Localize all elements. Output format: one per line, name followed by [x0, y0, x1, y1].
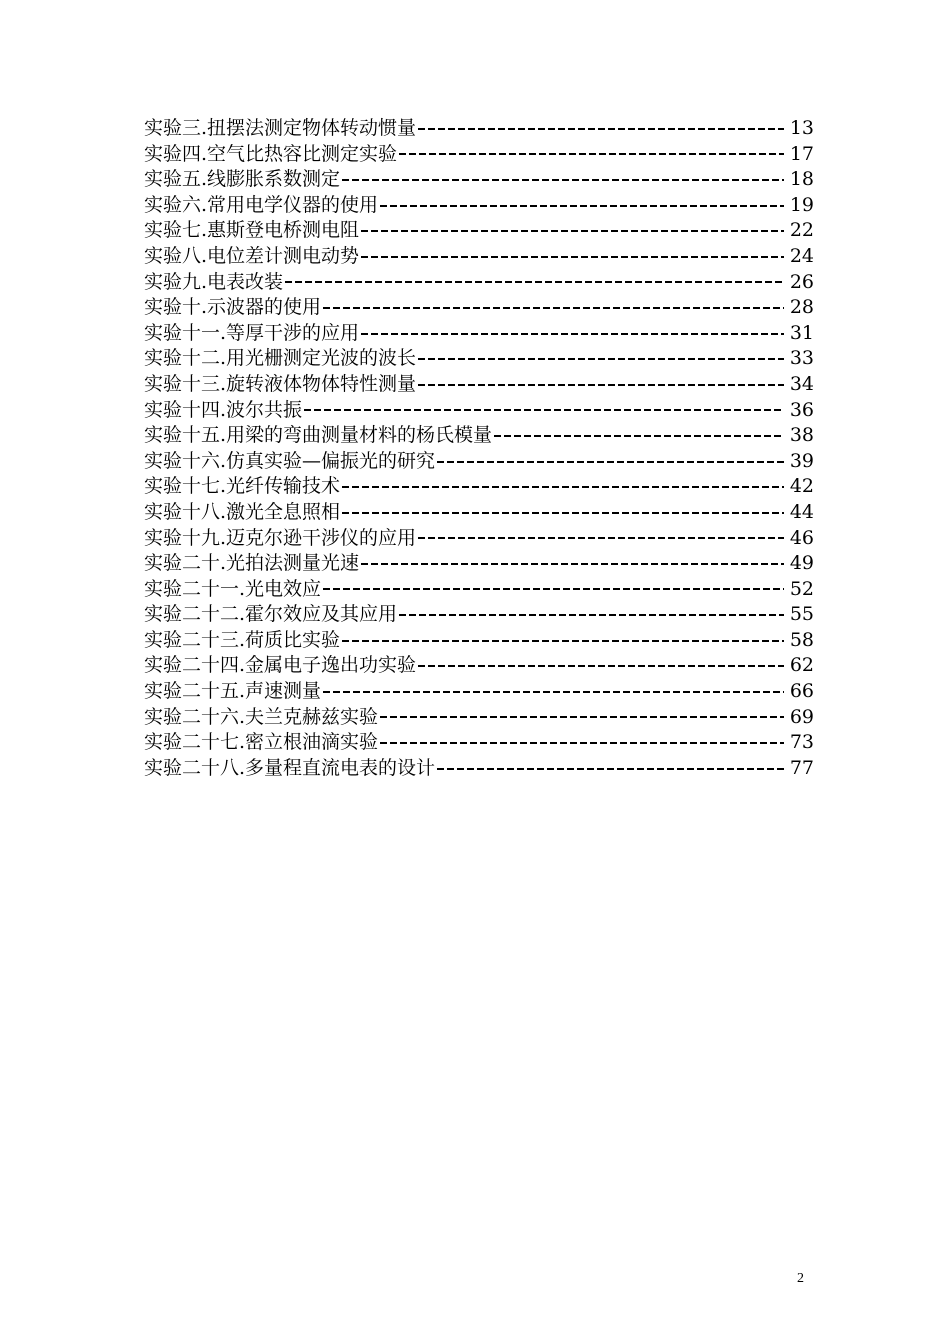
toc-entry [144, 218, 814, 244]
toc-entry-page: 42 [789, 475, 814, 498]
toc-entry [144, 526, 814, 552]
dot-leader [323, 691, 784, 693]
toc-entry-title: 实验二十五.声速测量 [144, 680, 322, 703]
toc-entry-title: 实验十八.激光全息照相 [144, 500, 341, 523]
page-number: 2 [797, 1271, 804, 1286]
toc-entry-page: 13 [789, 117, 814, 139]
dot-leader [361, 230, 784, 232]
toc-entry-title: 实验十四.波尔共振 [144, 398, 303, 421]
dot-leader [342, 512, 784, 514]
toc-entry [144, 500, 814, 526]
toc-entry [144, 423, 814, 449]
dot-leader [380, 716, 784, 718]
dot-leader [494, 435, 784, 437]
toc-entry [144, 679, 814, 705]
toc-entry-page: 19 [789, 193, 814, 216]
dot-leader [399, 614, 784, 616]
dot-leader [437, 768, 784, 770]
toc-entry-page: 49 [789, 552, 814, 575]
dot-leader [342, 486, 784, 488]
toc-entry-title: 实验二十二.霍尔效应及其应用 [144, 603, 398, 626]
toc-entry-page: 34 [789, 372, 814, 395]
toc-entry-title: 实验二十三.荷质比实验 [144, 628, 341, 651]
toc-entry-title: 实验十六.仿真实验—偏振光的研究 [144, 449, 436, 472]
toc-entry-page: 73 [789, 731, 814, 754]
toc-entry-title: 实验十.示波器的使用 [144, 296, 322, 319]
dot-leader [437, 461, 784, 463]
toc-entry [144, 551, 814, 577]
toc-entry-title: 实验九.电表改装 [144, 270, 284, 293]
toc-entry [144, 705, 814, 731]
toc-entry [144, 602, 814, 628]
dot-leader [418, 384, 784, 386]
toc-entry-page: 26 [789, 270, 814, 293]
toc-entry-title: 实验四.空气比热容比测定实验 [144, 142, 398, 165]
dot-leader [418, 128, 784, 130]
toc-entry-page: 62 [789, 654, 814, 677]
toc-entry-page: 52 [789, 577, 814, 600]
toc-entry-page: 69 [789, 705, 814, 728]
dot-leader [418, 665, 784, 667]
toc-entry-title: 实验十五.用梁的弯曲测量材料的杨氏模量 [144, 424, 493, 447]
toc-entry-page: 17 [789, 142, 814, 165]
toc-entry [144, 270, 814, 296]
toc-entry-page: 36 [789, 398, 814, 421]
toc-entry-page: 66 [789, 680, 814, 703]
dot-leader [342, 179, 784, 181]
toc-entry-title: 实验二十六.夫兰克赫兹实验 [144, 705, 379, 728]
dot-leader [380, 205, 784, 207]
toc-entry-title: 实验十七.光纤传输技术 [144, 475, 341, 498]
dot-leader [380, 742, 784, 744]
toc-entry-title: 实验二十四.金属电子逸出功实验 [144, 654, 417, 677]
toc-entry-page: 38 [789, 424, 814, 447]
toc-entry-title: 实验十二.用光栅测定光波的波长 [144, 347, 417, 370]
toc-entry [144, 730, 814, 756]
dot-leader [323, 307, 784, 309]
dot-leader [361, 333, 784, 335]
toc-entry-title: 实验三.扭摆法测定物体转动惯量 [144, 117, 417, 139]
dot-leader [361, 563, 784, 565]
toc-entry-page: 22 [789, 219, 814, 242]
toc-entry [144, 321, 814, 347]
toc-entry [144, 193, 814, 219]
toc-entry [144, 244, 814, 270]
toc-entry-title: 实验二十.光拍法测量光速 [144, 552, 360, 575]
toc-entry-page: 39 [789, 449, 814, 472]
dot-leader [399, 153, 784, 155]
toc-entry-page: 55 [789, 603, 814, 626]
toc-entry-title: 实验五.线膨胀系数测定 [144, 168, 341, 191]
toc-entry-title: 实验二十七.密立根油滴实验 [144, 731, 379, 754]
toc-entry [144, 372, 814, 398]
toc-entry-title: 实验七.惠斯登电桥测电阻 [144, 219, 360, 242]
toc-entry [144, 142, 814, 168]
dot-leader [418, 358, 784, 360]
dot-leader [304, 409, 784, 411]
toc-entry [144, 577, 814, 603]
toc-entry-page: 46 [789, 526, 814, 549]
dot-leader [285, 281, 784, 283]
toc-entry-title: 实验十三.旋转液体物体特性测量 [144, 372, 417, 395]
toc-entry [144, 449, 814, 475]
toc-entry-page: 31 [789, 321, 814, 344]
toc-entry-title: 实验八.电位差计测电动势 [144, 244, 360, 267]
toc-entry [144, 756, 814, 782]
toc-entry [144, 653, 814, 679]
toc-entry-page: 44 [789, 500, 814, 523]
toc-entry [144, 398, 814, 424]
toc-entry [144, 295, 814, 321]
toc-entry-page: 33 [789, 347, 814, 370]
toc-entry [144, 628, 814, 654]
toc-entry-page: 24 [789, 244, 814, 267]
dot-leader [342, 640, 784, 642]
dot-leader [323, 588, 784, 590]
toc-entry-title: 实验十一.等厚干涉的应用 [144, 321, 360, 344]
dot-leader [418, 537, 784, 539]
toc-entry-title: 实验十九.迈克尔逊干涉仪的应用 [144, 526, 417, 549]
toc-entry-page: 77 [789, 756, 814, 779]
toc-entry-title: 实验六.常用电学仪器的使用 [144, 193, 379, 216]
toc-entry-title: 实验二十一.光电效应 [144, 577, 322, 600]
toc-entry-page: 18 [789, 168, 814, 191]
toc-entry [144, 116, 814, 142]
toc-entry-page: 28 [789, 296, 814, 319]
toc-entry [144, 474, 814, 500]
toc-entry [144, 167, 814, 193]
toc-entry-page: 58 [789, 628, 814, 651]
toc-entry-title: 实验二十八.多量程直流电表的设计 [144, 756, 436, 779]
table-of-contents [144, 116, 814, 781]
dot-leader [361, 256, 784, 258]
toc-entry [144, 346, 814, 372]
